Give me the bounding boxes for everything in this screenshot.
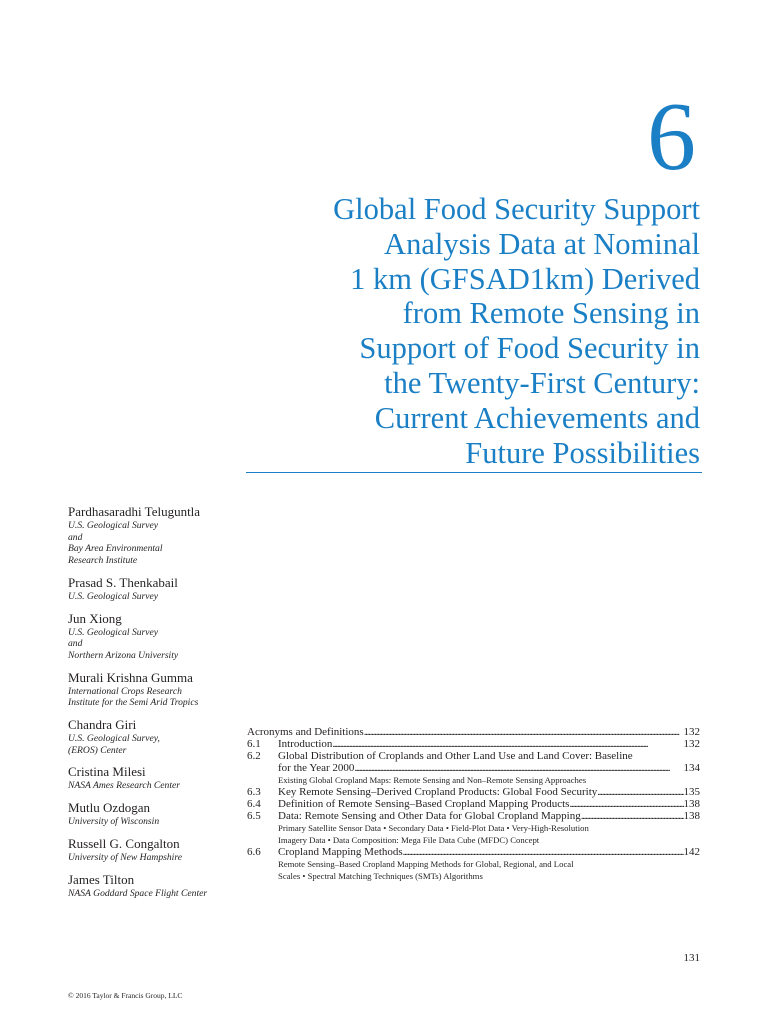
chapter-number: 6 <box>647 83 696 191</box>
author-affiliation: Bay Area Environmental <box>68 543 163 555</box>
author-entry <box>68 504 243 567</box>
author-affiliation: U.S. Geological Survey <box>68 520 159 531</box>
table-of-contents <box>247 726 700 882</box>
chapter-title-line: from Remote Sensing in <box>402 296 700 331</box>
toc-entry-title: Definition of Remote Sensing–Based Cropland Mapping Products <box>278 798 570 810</box>
author-affiliation: Northern Arizona University <box>68 649 179 661</box>
toc-section-number: 6.6 <box>247 846 261 858</box>
toc-entry-6-5[interactable] <box>247 810 700 822</box>
toc-subentries: Imagery Data • Data Composition: Mega File Data Cube (MFDC) Concept <box>278 835 540 845</box>
toc-leader-dots <box>332 738 683 750</box>
toc-section-number: 6.5 <box>247 810 261 822</box>
chapter-title <box>230 192 700 470</box>
author-affiliation: U.S. Geological Survey, <box>68 733 160 745</box>
toc-entry-6-6[interactable] <box>247 846 700 858</box>
chapter-title-line: the Twenty-First Century: <box>384 365 700 400</box>
toc-entry-6-3[interactable] <box>247 786 700 798</box>
toc-page-number: 134 <box>683 762 700 774</box>
toc-page-number: 132 <box>683 726 700 738</box>
page-number: 131 <box>683 952 700 964</box>
toc-entry-6-4[interactable] <box>247 798 700 810</box>
author-affiliation: NASA Ames Research Center <box>68 780 180 792</box>
title-divider <box>246 472 702 473</box>
toc-page-number: 135 <box>683 786 700 798</box>
author-affiliation: (EROS) Center <box>68 744 127 756</box>
chapter-title-line: Global Food Security Support <box>333 192 700 226</box>
author-affiliation: Research Institute <box>68 555 138 567</box>
author-name: James Tilton <box>68 871 135 887</box>
toc-entry-6-1[interactable] <box>247 738 700 750</box>
toc-entry-title: Key Remote Sensing–Derived Cropland Products: Global Food Security <box>278 786 598 798</box>
author-affiliation: and <box>68 638 83 650</box>
toc-entry-title: Introduction <box>278 738 333 750</box>
chapter-title-line: Analysis Data at Nominal <box>384 226 700 261</box>
toc-entry-acronyms[interactable] <box>247 726 700 738</box>
toc-subentries: Scales • Spectral Matching Techniques (SMTs) Algorithms <box>278 871 483 881</box>
toc-section-number: 6.4 <box>247 798 261 810</box>
author-entry <box>68 836 243 864</box>
author-entry <box>68 611 243 662</box>
author-list <box>68 504 243 907</box>
toc-entry-title: Cropland Mapping Methods <box>278 846 403 858</box>
toc-leader-dots <box>597 786 683 798</box>
toc-page-number: 138 <box>683 810 700 822</box>
toc-leader-dots <box>403 846 684 858</box>
author-name: Pardhasaradhi Teluguntla <box>68 504 201 519</box>
author-name: Mutlu Ozdogan <box>68 800 150 816</box>
toc-page-number: 142 <box>683 846 700 858</box>
author-entry <box>68 800 243 828</box>
author-name: Cristina Milesi <box>68 764 146 780</box>
toc-subentries: Primary Satellite Sensor Data • Secondary Data • Field-Plot Data • Very-High-Resolution <box>278 823 589 833</box>
copyright-notice: © 2016 Taylor & Francis Group, LLC <box>68 991 183 1000</box>
author-name: Murali Krishna Gumma <box>68 669 193 685</box>
toc-entry-6-2[interactable] <box>247 750 700 762</box>
toc-entry-title: Data: Remote Sensing and Other Data for Global Cropland Mapping <box>278 810 581 822</box>
author-name: Jun Xiong <box>68 610 122 626</box>
toc-entry-title: Acronyms and Definitions <box>247 726 364 738</box>
author-entry <box>68 670 243 709</box>
author-affiliation: International Crops Research <box>68 685 182 697</box>
toc-entry-6-2-continued[interactable] <box>247 762 700 774</box>
author-name: Chandra Giri <box>68 717 137 733</box>
author-affiliation: U.S. Geological Survey <box>68 626 159 638</box>
toc-leader-dots <box>569 798 683 810</box>
toc-leader-dots <box>581 810 684 822</box>
toc-page-number: 138 <box>683 798 700 810</box>
chapter-title-line: Current Achievements and <box>374 400 700 435</box>
toc-section-number: 6.3 <box>247 786 261 798</box>
author-affiliation: and <box>68 531 83 543</box>
toc-page-number: 132 <box>683 738 700 750</box>
author-name: Prasad S. Thenkabail <box>68 574 178 590</box>
toc-entry-title: for the Year 2000 <box>278 762 355 774</box>
author-entry <box>68 764 243 792</box>
toc-leader-dots <box>354 762 683 774</box>
toc-subentries: Existing Global Cropland Maps: Remote Sensing and Non–Remote Sensing Approaches <box>278 775 587 785</box>
toc-section-number: 6.1 <box>247 738 261 750</box>
chapter-title-line: Future Possibilities <box>465 435 700 470</box>
author-name: Russell G. Congalton <box>68 835 180 851</box>
toc-entry-title: Global Distribution of Croplands and Other Land Use and Land Cover: Baseline <box>278 750 633 762</box>
author-entry <box>68 872 243 900</box>
chapter-title-line: Support of Food Security in <box>359 331 700 366</box>
author-affiliation: Institute for the Semi Arid Tropics <box>68 697 199 709</box>
author-affiliation: University of New Hampshire <box>68 851 182 863</box>
toc-subentries: Remote Sensing–Based Cropland Mapping Methods for Global, Regional, and Local <box>278 859 574 869</box>
author-entry <box>68 575 243 603</box>
toc-leader-dots <box>364 726 684 738</box>
author-entry <box>68 717 243 756</box>
chapter-title-line: 1 km (GFSAD1km) Derived <box>350 261 700 296</box>
toc-section-number: 6.2 <box>247 750 261 762</box>
author-affiliation: NASA Goddard Space Flight Center <box>68 887 208 899</box>
author-affiliation: University of Wisconsin <box>68 816 160 828</box>
author-affiliation: U.S. Geological Survey <box>68 590 159 602</box>
